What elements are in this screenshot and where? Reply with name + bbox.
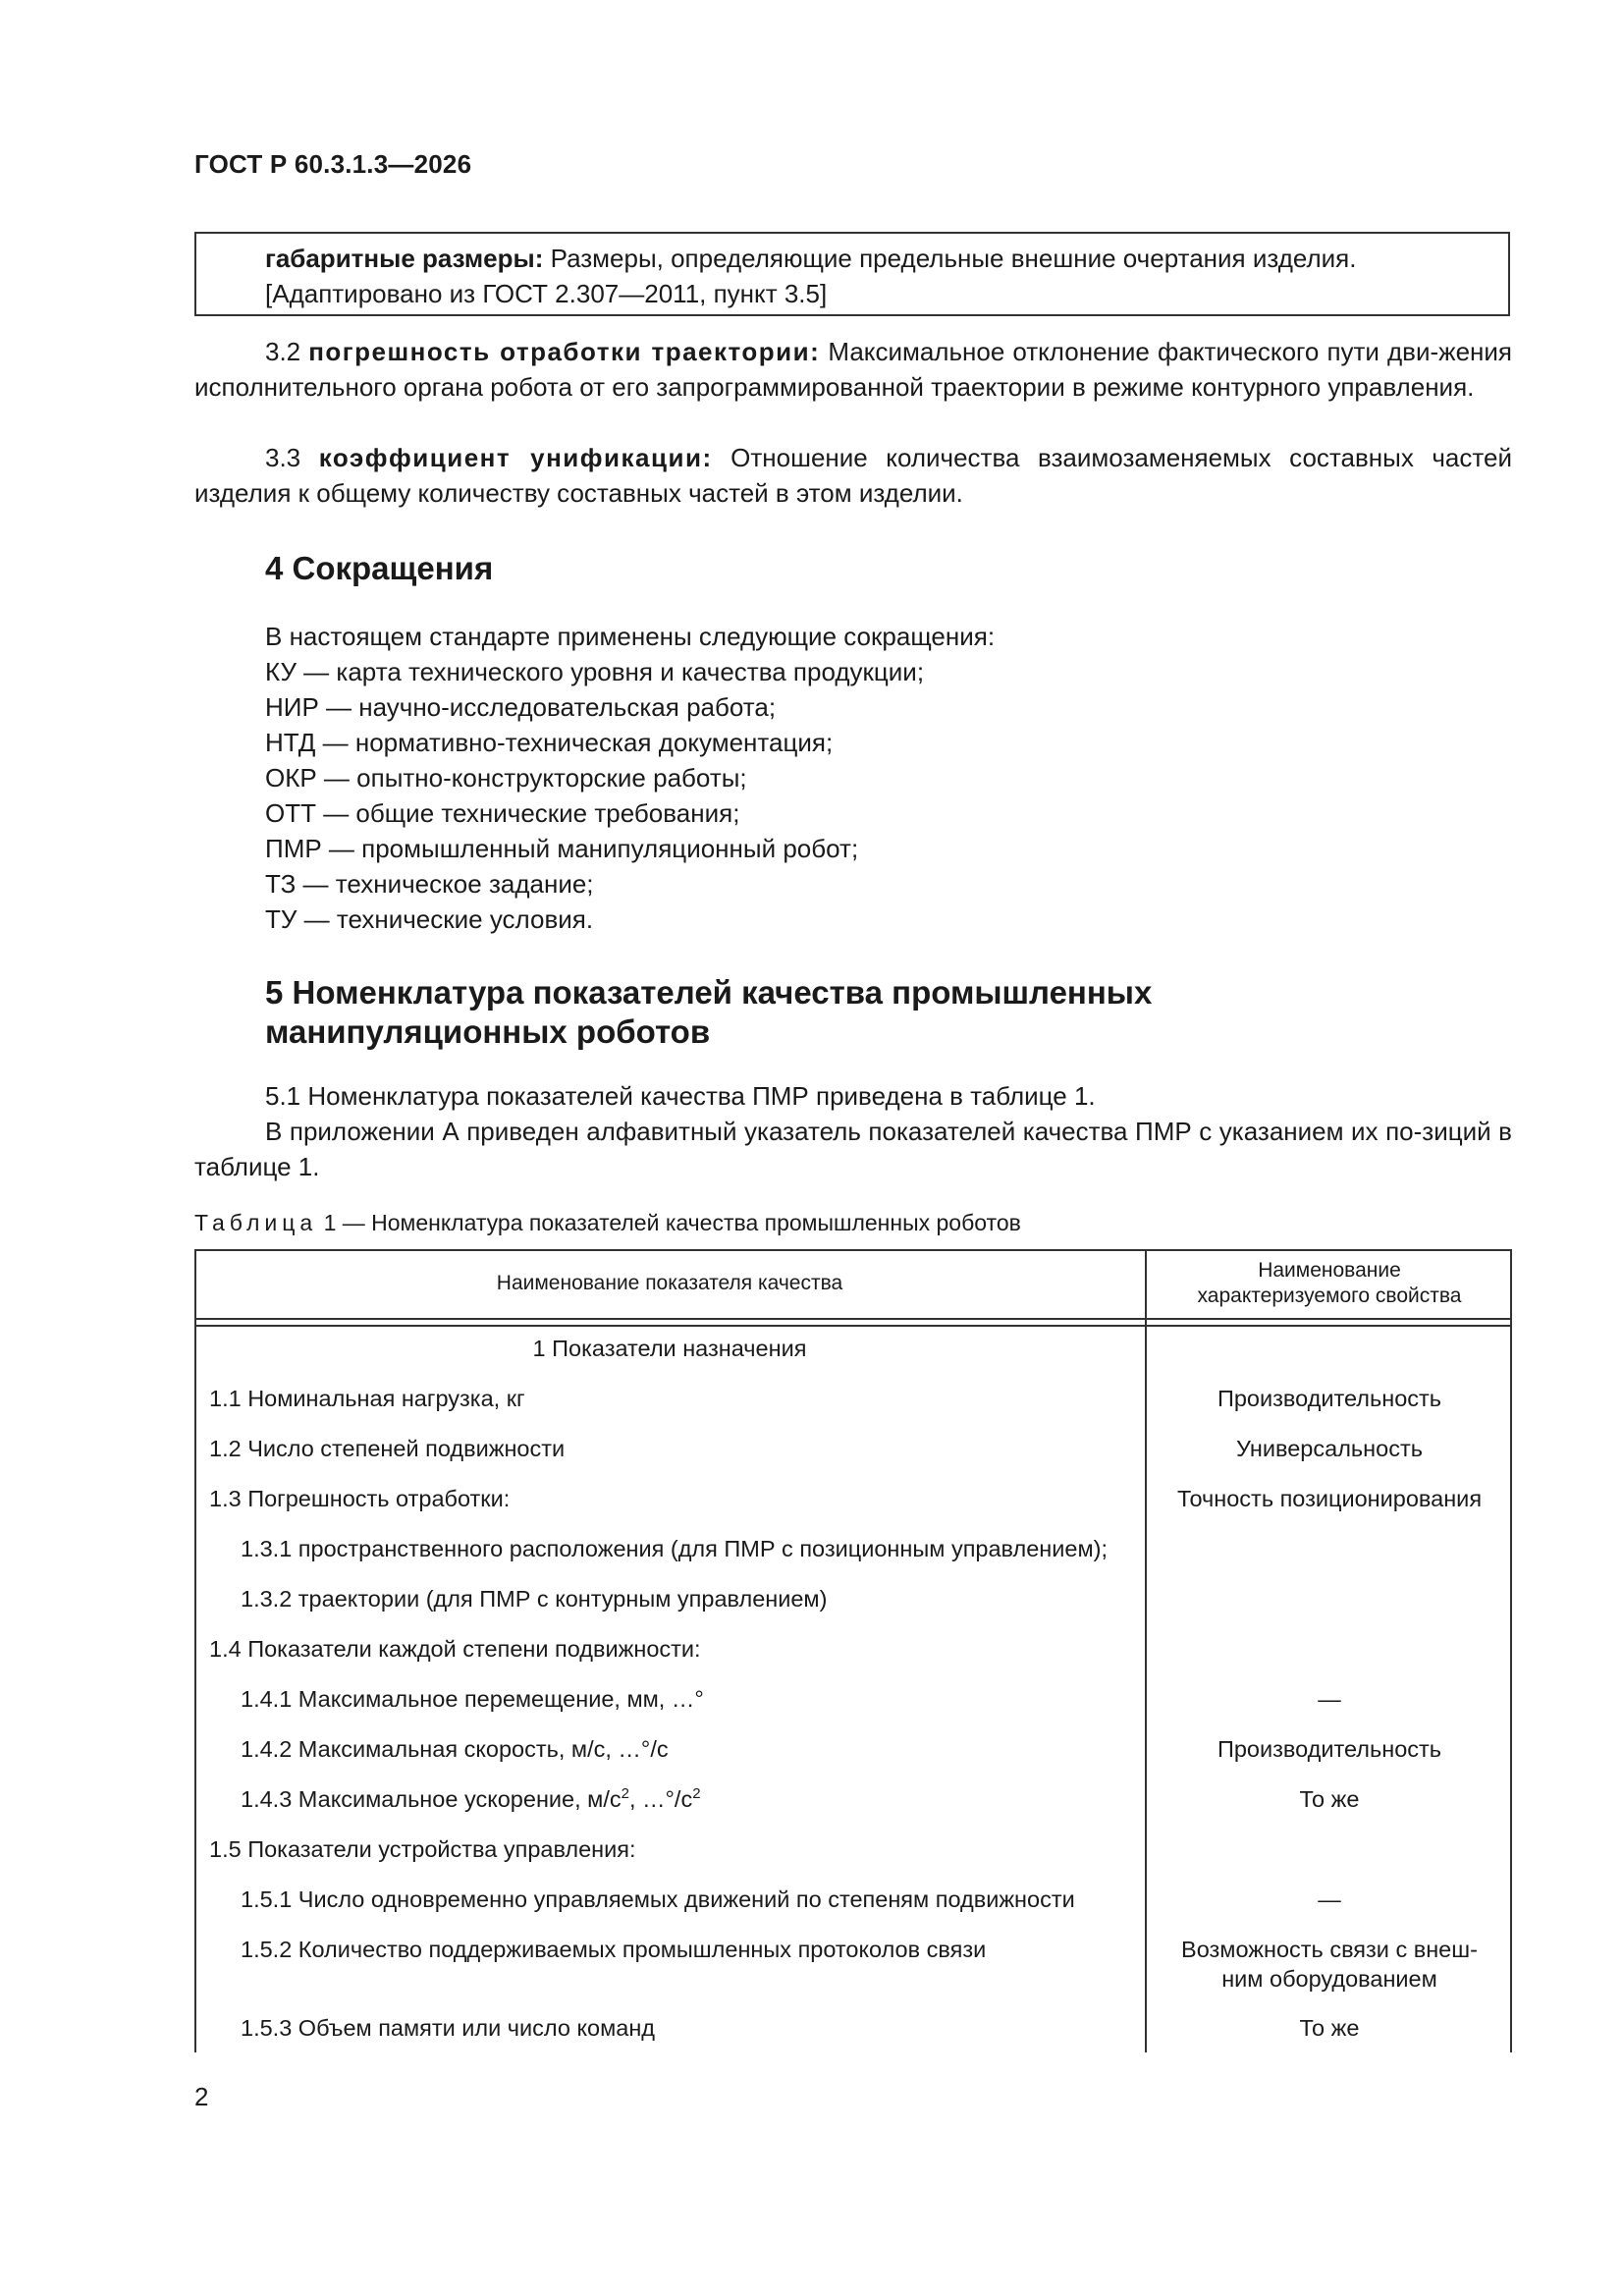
table-row-name: 1.5 Показатели устройства управления: xyxy=(209,1836,636,1862)
table-row-name xyxy=(241,1784,701,1814)
term-box-definition xyxy=(265,241,1356,276)
term-box-definition-text: Размеры, определяющие предельные внешние очертания изделия. xyxy=(543,244,1357,273)
table-caption-title: 1 — Номенклатура показателей качества промышленных роботов xyxy=(317,1210,1021,1235)
table-row-property: Производительность xyxy=(1217,1386,1442,1411)
section-4-intro: В настоящем стандарте применены следующие сокращения: xyxy=(265,622,996,651)
superscript: 2 xyxy=(692,1785,701,1802)
table-row-name-part: 1.4.3 Максимальное ускорение, м/с xyxy=(241,1786,622,1812)
table-caption-word: Таблица xyxy=(194,1210,318,1235)
table-header-divider xyxy=(194,1318,1512,1320)
term-3-2-definition: Максимальное отклонение фактического пути дви-жения исполнительного органа робота от его запрограммированной траектории в режиме контурного управления. xyxy=(194,337,1512,402)
section-5-para-1: 5.1 Номенклатура показателей качества ПМР приведена в таблице 1. xyxy=(265,1081,1096,1111)
table-row-name: 1.3.2 траектории (для ПМР с контурным управлением) xyxy=(241,1586,828,1612)
table-column-divider xyxy=(1145,1249,1147,2052)
section-5-para-2: В приложении А приведен алфавитный указатель показателей качества ПМР с указанием их по-зиций в таблице 1. xyxy=(194,1117,1512,1181)
term-3-3-num: 3.3 xyxy=(265,443,319,472)
table-row-name: 1.2 Число степеней подвижности xyxy=(209,1436,566,1461)
term-3-3-definition: Отношение количества взаимозаменяемых составных частей изделия к общему количеству составных частей в этом изделии. xyxy=(194,443,1512,508)
term-box-term: габаритные размеры: xyxy=(265,244,544,273)
table-header-divider-double xyxy=(194,1325,1512,1327)
abbrev-item: ОКР — опытно-конструкторские работы; xyxy=(265,763,747,793)
abbrev-item: ПМР — промышленный манипуляционный робот; xyxy=(265,834,859,863)
table-row-property-line1: Возможность связи с внеш- xyxy=(1181,1937,1478,1962)
table-row-property: Точность позиционирования xyxy=(1176,1486,1483,1511)
table-row-name-part: , …°/с xyxy=(628,1786,693,1812)
term-3-3 xyxy=(194,440,1512,511)
term-3-2-term: погрешность отработки траектории: xyxy=(308,337,821,366)
section-5-heading-line2: манипуляционных роботов xyxy=(265,1013,711,1050)
standard-header: ГОСТ Р 60.3.1.3—2026 xyxy=(194,149,472,179)
superscript: 2 xyxy=(621,1785,629,1802)
term-box-source: [Адаптировано из ГОСТ 2.307—2011, пункт 3.5] xyxy=(265,279,828,308)
table-row-property: То же xyxy=(1299,1786,1360,1812)
table-row-name: 1.5.2 Количество поддерживаемых промышленных протоколов связи xyxy=(241,1937,987,1962)
table-caption xyxy=(194,1210,1021,1236)
table-row-name: 1.5.3 Объем памяти или число команд xyxy=(241,2015,656,2041)
abbrev-item: ТУ — технические условия. xyxy=(265,904,594,934)
table-row-property: Производительность xyxy=(1217,1736,1442,1762)
table-header-property-line2: характеризуемого свойства xyxy=(1197,1285,1462,1307)
abbrev-item: ОТТ — общие технические требования; xyxy=(265,798,740,828)
table-row-name: 1.4.2 Максимальная скорость, м/с, …°/с xyxy=(241,1736,669,1762)
section-5-heading-line1: 5 Номенклатура показателей качества промышленных xyxy=(265,974,1153,1011)
table-row-name: 1.4 Показатели каждой степени подвижности: xyxy=(209,1636,701,1662)
abbrev-item: КУ — карта технического уровня и качества продукции; xyxy=(265,657,925,686)
table-header-property-line1: Наименование xyxy=(1258,1259,1401,1282)
table-row-name: 1.5.1 Число одновременно управляемых движений по степеням подвижности xyxy=(241,1886,1075,1912)
table-row-name: 1.3 Погрешность отработки: xyxy=(209,1486,511,1511)
table-row-property-line2: ним оборудованием xyxy=(1221,1966,1437,1992)
table-group-heading: 1 Показатели назначения xyxy=(532,1336,807,1361)
table-row-property: То же xyxy=(1299,2015,1360,2041)
table-row-property: — xyxy=(1318,1886,1341,1912)
abbrev-item: НИР — научно-исследовательская работа; xyxy=(265,692,777,722)
term-3-2 xyxy=(194,334,1512,405)
abbrev-item: НТД — нормативно-техническая документация; xyxy=(265,728,834,757)
table-row-name: 1.1 Номинальная нагрузка, кг xyxy=(209,1386,525,1411)
table-row-name: 1.4.1 Максимальное перемещение, мм, …° xyxy=(241,1686,704,1712)
page-number: 2 xyxy=(194,2082,209,2111)
term-3-2-num: 3.2 xyxy=(265,337,309,366)
table-row-property: Универсальность xyxy=(1236,1436,1423,1461)
section-4-heading: 4 Сокращения xyxy=(265,550,494,586)
table-header-indicator-name: Наименование показателя качества xyxy=(496,1272,843,1294)
table-row-name: 1.3.1 пространственного расположения (для ПМР с позиционным управлением); xyxy=(241,1536,1108,1561)
abbrev-item: ТЗ — техническое задание; xyxy=(265,869,594,899)
table-row-property: — xyxy=(1318,1686,1341,1712)
term-3-3-term: коэффициент унификации: xyxy=(318,443,713,472)
